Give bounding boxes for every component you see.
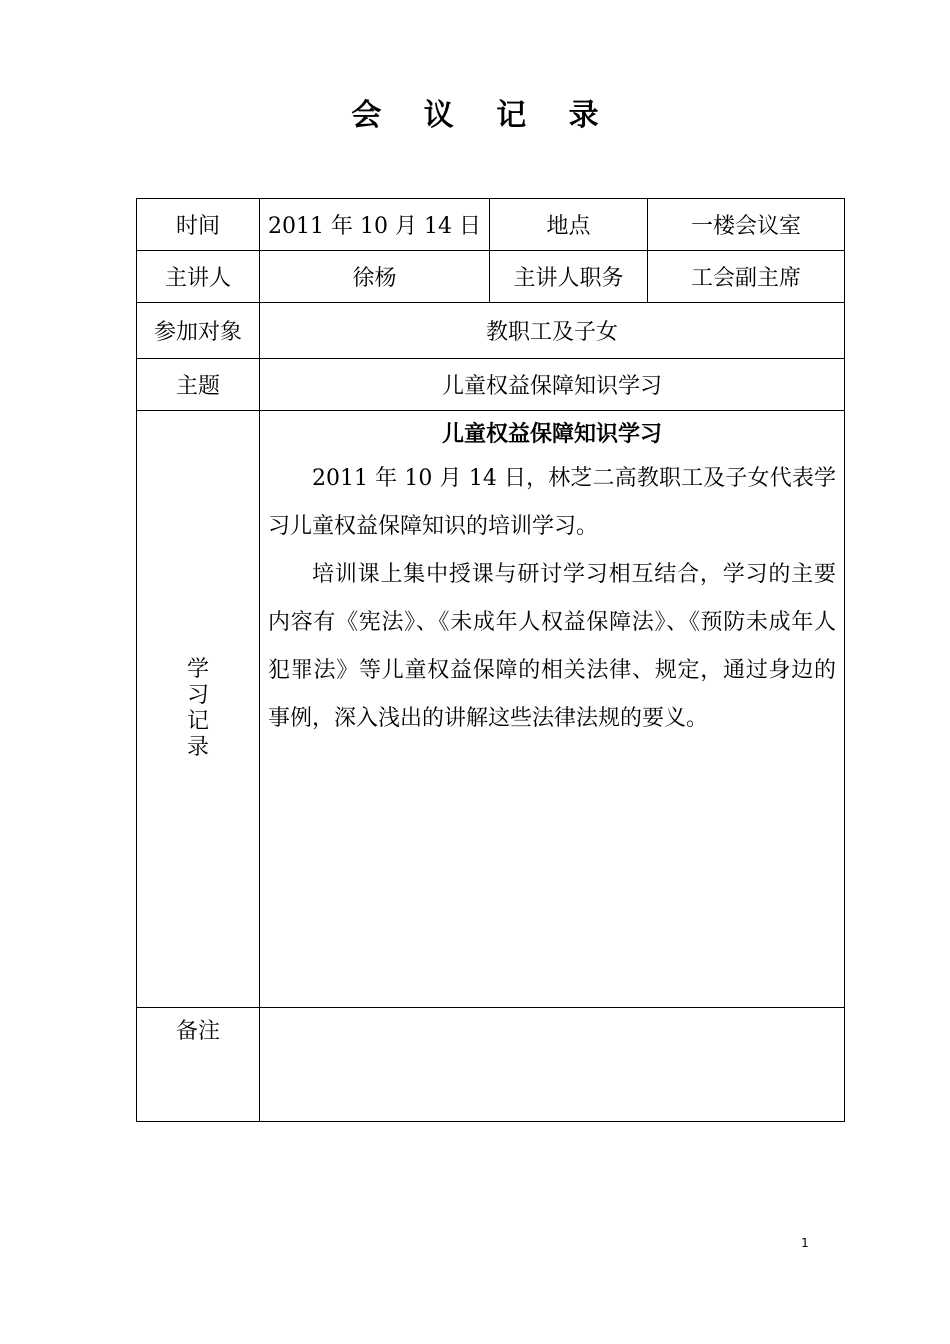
table-row-remarks: [137, 1008, 845, 1122]
document-title: 会 议 记 录: [351, 98, 615, 133]
remarks-value: [260, 1008, 845, 1122]
study-record-paragraph-1: 2011 年 10 月 14 日，林芝二高教职工及子女代表学习儿童权益保障知识的培训学习。: [268, 466, 836, 539]
place-label: 地点: [490, 199, 648, 251]
table-row-participants: [137, 303, 845, 359]
topic-value: 儿童权益保障知识学习: [260, 359, 845, 411]
speaker-label: 主讲人: [137, 251, 260, 303]
place-value: 一楼会议室: [648, 199, 845, 251]
table-row-study-record: [137, 411, 845, 1008]
page-number: 1: [801, 1236, 809, 1250]
speaker-position-label: 主讲人职务: [490, 251, 648, 303]
participants-value: 教职工及子女: [260, 303, 845, 359]
table-row-speaker: [137, 251, 845, 303]
time-label: 时间: [137, 199, 260, 251]
topic-label: 主题: [137, 359, 260, 411]
study-record-label: 学习记录: [186, 657, 209, 760]
study-record-heading: 儿童权益保障知识学习: [441, 422, 662, 447]
participants-label: 参加对象: [137, 303, 260, 359]
speaker-position-value: 工会副主席: [648, 251, 845, 303]
study-record-label-cell: [137, 411, 260, 1008]
time-value: 2011 年 10 月 14 日: [260, 199, 490, 251]
study-record-paragraph-2: 培训课上集中授课与研讨学习相互结合，学习的主要内容有《宪法》、《未成年人权益保障法》、《预防未成年人犯罪法》等儿童权益保障的相关法律、规定，通过身边的事例，深入浅出的讲解这些法律法规的要义。: [268, 562, 836, 731]
study-record-content: [260, 411, 845, 1008]
speaker-value: 徐杨: [260, 251, 490, 303]
table-row-time-place: [137, 199, 845, 251]
table-row-topic: [137, 359, 845, 411]
remarks-label: 备注: [137, 1008, 260, 1122]
meeting-record-table: [136, 198, 845, 1122]
